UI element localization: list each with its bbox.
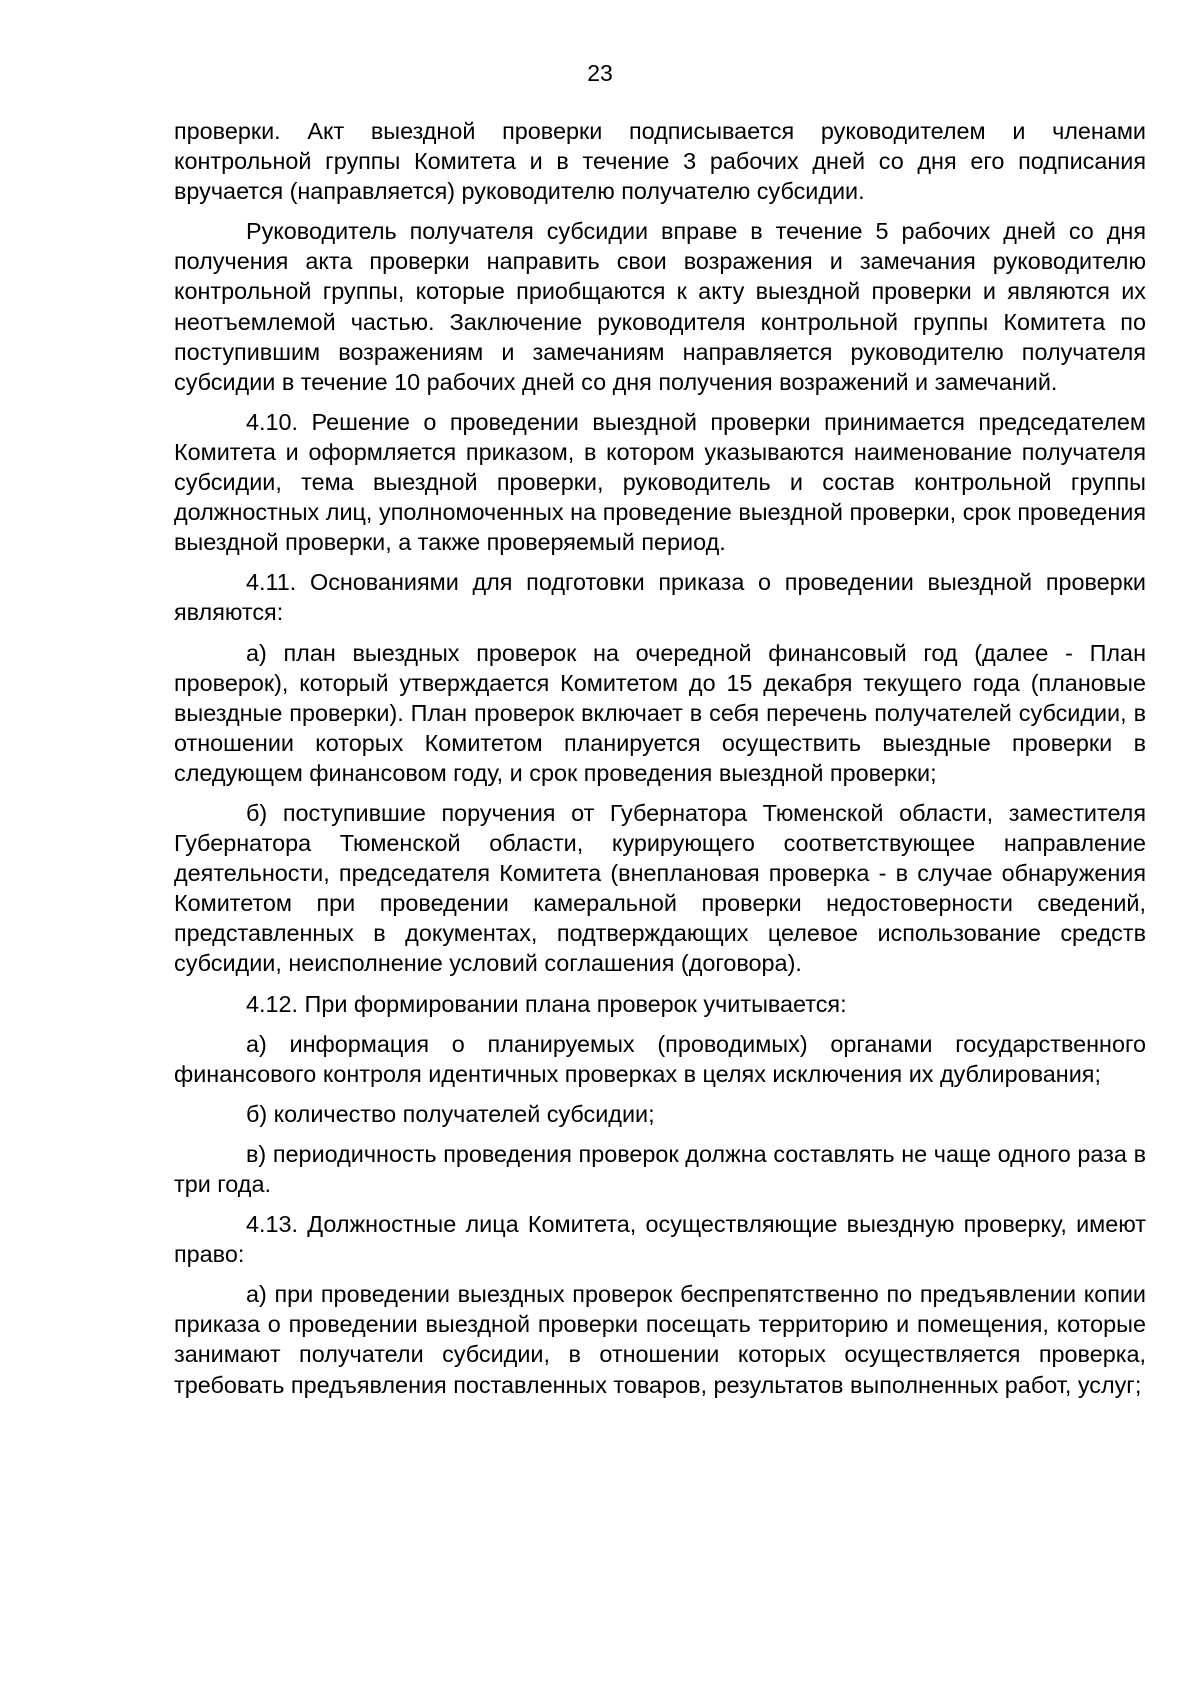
- paragraph-4-11-a: а) план выездных проверок на очередной финансовый год (далее - План проверок), который утверждается Комитетом до 15 декабря текущего года (плановые выездные проверки). План проверок включает в себя перечень получателей субсидии, в отношении которых Комитетом планируется осуществить выездные проверки в следующем финансовом году, и срок проведения выездной проверки;: [174, 639, 1146, 786]
- paragraph-4-12-b: б) количество получателей субсидии;: [246, 1100, 655, 1127]
- page-number: 23: [587, 60, 613, 86]
- paragraph-continuation: проверки. Акт выездной проверки подписывается руководителем и членами контрольной группы Комитета и в течение 3 рабочих дней со дня его подписания вручается (направляется) руководителю получателю субсидии.: [174, 118, 1146, 205]
- paragraph-4-11-b: б) поступившие поручения от Губернатора Тюменской области, заместителя Губернатора Тюменской области, курирующего соответствующее направление деятельности, председателя Комитета (внеплановая проверка - в случае обнаружения Комитетом при проведении камеральной проверки недостоверности сведений, представленных в документах, подтверждающих целевое использование средств субсидии, неисполнение условий соглашения (договора).: [174, 799, 1146, 977]
- document-body: [174, 116, 1146, 1410]
- paragraph-4-12-c: в) периодичность проведения проверок должна составлять не чаще одного раза в три года.: [174, 1140, 1146, 1197]
- paragraph-4-12: 4.12. При формировании плана проверок учитывается:: [246, 990, 847, 1017]
- paragraph-4-11: 4.11. Основаниями для подготовки приказа о проведении выездной проверки являются:: [174, 569, 1146, 626]
- paragraph-4-13: 4.13. Должностные лица Комитета, осуществляющие выездную проверку, имеют право:: [174, 1211, 1146, 1268]
- paragraph-4-13-a: а) при проведении выездных проверок беспрепятственно по предъявлении копии приказа о проведении выездной проверки посещать территорию и помещения, которые занимают получатели субсидии, в отношении которых осуществляется проверка, требовать предъявления поставленных товаров, результатов выполненных работ, услуг;: [174, 1281, 1146, 1398]
- paragraph-4-12-a: а) информация о планируемых (проводимых) органами государственного финансового контроля идентичных проверках в целях исключения их дублирования;: [174, 1030, 1146, 1087]
- paragraph-objections: Руководитель получателя субсидии вправе в течение 5 рабочих дней со дня получения акта проверки направить свои возражения и замечания руководителю контрольной группы, которые приобщаются к акту выездной проверки и являются их неотъемлемой частью. Заключение руководителя контрольной группы Комитета по поступившим возражениям и замечаниям направляется руководителю получателя субсидии в течение 10 рабочих дней со дня получения возражений и замечаний.: [174, 218, 1146, 395]
- paragraph-4-10: 4.10. Решение о проведении выездной проверки принимается председателем Комитета и оформляется приказом, в котором указываются наименование получателя субсидии, тема выездной проверки, руководитель и состав контрольной группы должностных лиц, уполномоченных на проведение выездной проверки, срок проведения выездной проверки, а также проверяемый период.: [174, 408, 1146, 556]
